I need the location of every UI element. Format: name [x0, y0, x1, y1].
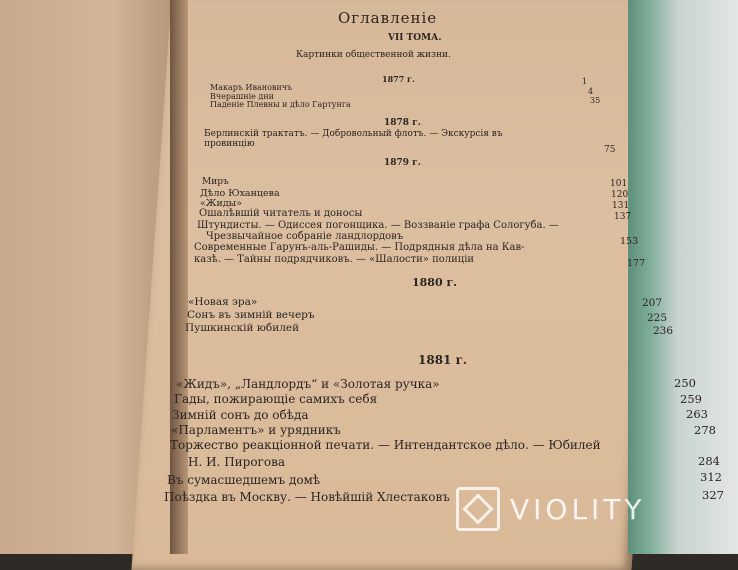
section-year-1877: 1877 г. [382, 74, 415, 84]
toc-entry: Чрезвычайное собраніе ландлордовъ [206, 231, 404, 242]
toc-entry: «Жиды» [200, 198, 243, 209]
toc-entry-page: 278 [694, 423, 716, 437]
toc-entry: казѣ. — Тайны подрядчиковъ. — «Шалости» полиціи [194, 254, 475, 265]
toc-entry: Паденіе Плевны и дѣло Гартунга [210, 100, 351, 109]
toc-entry: Дѣло Юханцева [200, 188, 280, 199]
toc-entry: Въ сумасшедшемъ домѣ [167, 473, 321, 487]
toc-entry-page: 177 [627, 258, 646, 269]
toc-heading: Оглавленіе [338, 9, 438, 27]
toc-volume: VII ТОМА. [388, 33, 442, 43]
toc-entry: Ошалѣвшій читатель и доносы [199, 208, 363, 219]
watermark-text: VIOLITY [510, 492, 646, 526]
watermark [456, 486, 732, 532]
section-year-1878: 1878 г. [384, 118, 421, 128]
toc-entry: «Новая эра» [188, 296, 258, 308]
toc-entry: Штундисты. — Одиссея погонщика. — Воззваніе графа Сологуба. — [197, 220, 559, 231]
toc-entry: Сонъ въ зимній вечеръ [187, 309, 315, 321]
toc-entry-page: 4 [588, 87, 594, 96]
toc-entry-page: 236 [653, 325, 674, 337]
book-gutter [170, 0, 188, 554]
toc-entry: Зимній сонъ до обѣда [172, 408, 309, 422]
toc-entry-page: 153 [620, 236, 639, 247]
toc-entry-page: 75 [604, 145, 616, 155]
toc-entry-page: 101 [610, 179, 628, 189]
toc-entry-page: 312 [700, 470, 722, 484]
toc-entry-page: 137 [614, 212, 632, 222]
toc-entry-page: 207 [642, 297, 663, 309]
toc-entry: Н. И. Пирогова [188, 455, 285, 469]
toc-entry-page: 120 [611, 190, 629, 200]
toc-entry: Пушкинскій юбилей [185, 322, 300, 334]
toc-subtitle: Картинки общественной жизни. [296, 50, 451, 60]
section-year-1881: 1881 г. [418, 353, 468, 367]
section-year-1880: 1880 г. [412, 276, 458, 289]
toc-entry-page: 1 [582, 77, 588, 86]
toc-entry: Миръ [202, 177, 229, 187]
toc-entry: Вчерашніе дни [210, 92, 274, 101]
toc-entry-page: 131 [612, 201, 630, 211]
toc-entry-page: 35 [590, 96, 601, 105]
toc-entry-page: 263 [686, 407, 708, 421]
toc-entry: Поѣздка въ Москву. — Новѣйшій Хлестаковъ [164, 490, 450, 504]
section-year-1879: 1879 г. [384, 158, 421, 168]
toc-entry: Торжество реакціонной печати. — Интендантское дѣло. — Юбилей [170, 438, 601, 452]
violity-logo-icon [456, 487, 500, 531]
toc-entry: Гады, пожирающіе самихъ себя [174, 392, 378, 406]
toc-entry: «Парламентъ» и урядникъ [171, 423, 341, 437]
toc-entry: Берлинскій трактатъ. — Добровольный флотъ. — Экскурсія въ [204, 129, 503, 139]
toc-entry-page: 284 [698, 454, 720, 468]
toc-entry-page: 225 [647, 312, 668, 324]
toc-entry: «Жидъ», „Ландлордъ“ и «Золотая ручка» [176, 377, 440, 391]
toc-entry-page: 259 [680, 392, 702, 406]
toc-entry: провинцію [204, 139, 255, 149]
toc-entry-page: 327 [702, 488, 724, 502]
toc-entry-page: 250 [674, 376, 696, 390]
toc-entry: Современные Гарунъ-аль-Рашиды. — Подрядныя дѣла на Кав- [194, 242, 525, 253]
toc-entry: Макаръ Ивановичъ [210, 83, 293, 92]
